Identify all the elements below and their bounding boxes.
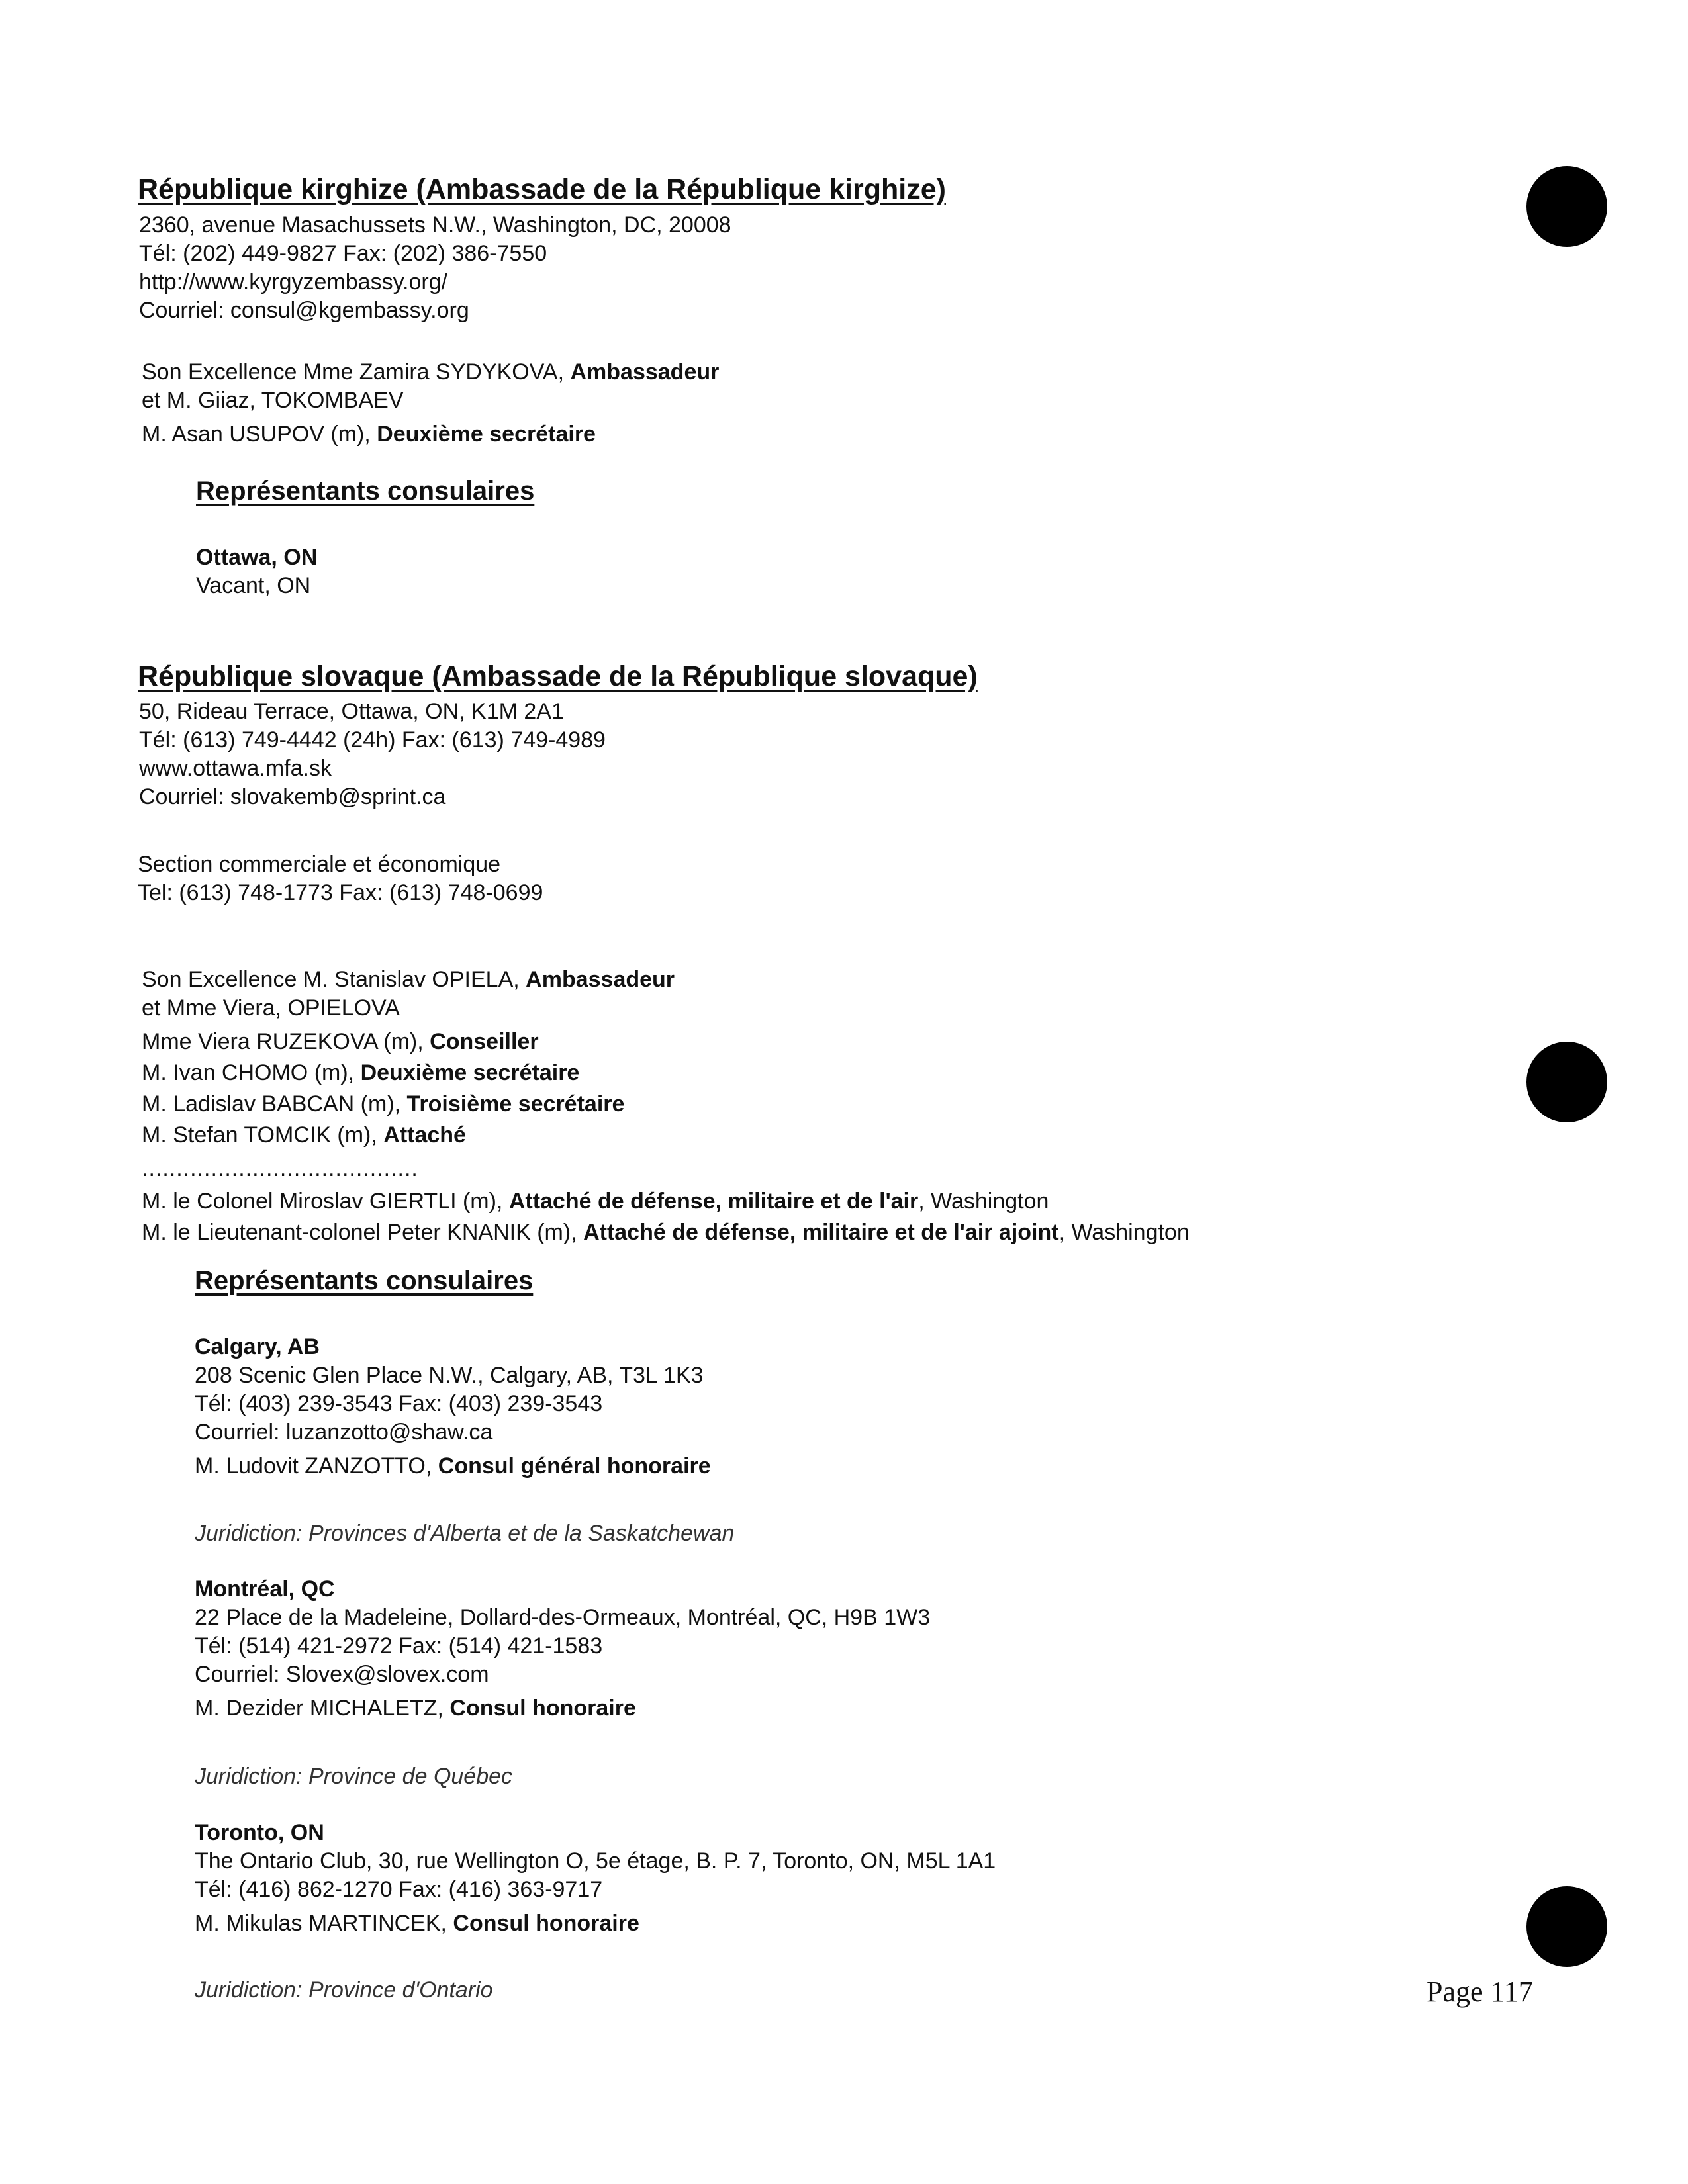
consulate-email: Courriel: Slovex@slovex.com — [195, 1662, 489, 1687]
consulate-person: M. Dezider MICHALETZ, Consul honoraire — [195, 1696, 636, 1721]
section-phone: Tel: (613) 748-1773 Fax: (613) 748-0699 — [138, 880, 543, 905]
kirghize-heading: République kirghize (Ambassade de la République kirghize) — [138, 173, 946, 205]
kirghize-consular-heading: Représentants consulaires — [196, 477, 535, 506]
consulate-address: The Ontario Club, 30, rue Wellington O, 5e étage, B. P. 7, Toronto, ON, M5L 1A1 — [195, 1848, 996, 1874]
punch-hole-bottom — [1526, 1886, 1607, 1967]
punch-hole-top — [1526, 166, 1607, 247]
consulate-address: 208 Scenic Glen Place N.W., Calgary, AB, T3L 1K3 — [195, 1363, 704, 1388]
staff-line: M. Ivan CHOMO (m), Deuxième secrétaire — [142, 1060, 580, 1085]
page-number: Page 117 — [1427, 1976, 1533, 2008]
punch-hole-middle — [1526, 1042, 1607, 1122]
slovaque-phone: Tél: (613) 749-4442 (24h) Fax: (613) 749-4989 — [139, 727, 606, 752]
slovaque-web: www.ottawa.mfa.sk — [139, 756, 332, 781]
staff-line: M. Asan USUPOV (m), Deuxième secrétaire — [142, 422, 596, 447]
kirghize-contact — [139, 211, 731, 325]
section-title: Section commerciale et économique — [138, 852, 501, 877]
kirghize-staff — [142, 358, 719, 449]
staff-line: Son Excellence M. Stanislav OPIELA, Ambassadeur — [142, 967, 675, 992]
consulate-email: Courriel: luzanzotto@shaw.ca — [195, 1420, 493, 1445]
slovaque-contact — [139, 698, 606, 811]
slovaque-consular-heading: Représentants consulaires — [195, 1266, 534, 1295]
staff-line: Son Excellence Mme Zamira SYDYKOVA, Ambassadeur — [142, 359, 720, 385]
defense-line: M. le Colonel Miroslav GIERTLI (m), Attaché de défense, militaire et de l'air, Washington — [142, 1189, 1049, 1214]
consulate-city: Toronto, ON — [195, 1820, 324, 1845]
kirghize-address: 2360, avenue Masachussets N.W., Washington, DC, 20008 — [139, 212, 731, 238]
staff-line: M. Ladislav BABCAN (m), Troisième secrétaire — [142, 1091, 625, 1116]
consulate-montreal — [195, 1575, 930, 1723]
consulate-status: Vacant, ON — [196, 573, 311, 598]
slovaque-address: 50, Rideau Terrace, Ottawa, ON, K1M 2A1 — [139, 699, 564, 724]
staff-line: Mme Viera RUZEKOVA (m), Conseiller — [142, 1029, 539, 1054]
consulate-city: Montréal, QC — [195, 1576, 335, 1602]
staff-line: et Mme Viera, OPIELOVA — [142, 995, 400, 1021]
kirghize-email: Courriel: consul@kgembassy.org — [139, 298, 469, 323]
consulate-person: M. Mikulas MARTINCEK, Consul honoraire — [195, 1911, 639, 1936]
kirghize-web: http://www.kyrgyzembassy.org/ — [139, 269, 448, 295]
kirghize-consular — [196, 543, 317, 600]
consulate-phone: Tél: (416) 862-1270 Fax: (416) 363-9717 — [195, 1877, 603, 1902]
slovaque-commercial-section — [138, 850, 543, 907]
defense-line: M. le Lieutenant-colonel Peter KNANIK (m), Attaché de défense, militaire et de l'air ajoint, Washington — [142, 1220, 1190, 1245]
separator-dots: ........................................ — [142, 1156, 418, 1181]
slovaque-email: Courriel: slovakemb@sprint.ca — [139, 784, 446, 809]
consulate-jurisdiction: Juridiction: Province de Québec — [195, 1764, 513, 1789]
consulate-person: M. Ludovit ZANZOTTO, Consul général honoraire — [195, 1453, 711, 1479]
consulate-address: 22 Place de la Madeleine, Dollard-des-Ormeaux, Montréal, QC, H9B 1W3 — [195, 1605, 931, 1630]
consulate-toronto — [195, 1819, 996, 1938]
consulate-city: Ottawa, ON — [196, 545, 318, 570]
staff-line: et M. Giiaz, TOKOMBAEV — [142, 388, 404, 413]
slovaque-heading: République slovaque (Ambassade de la République slovaque) — [138, 660, 978, 692]
staff-line: M. Stefan TOMCIK (m), Attaché — [142, 1122, 466, 1148]
slovaque-staff — [142, 966, 1190, 1247]
consulate-phone: Tél: (403) 239-3543 Fax: (403) 239-3543 — [195, 1391, 603, 1416]
consulate-jurisdiction: Juridiction: Province d'Ontario — [195, 1978, 493, 2003]
consulate-jurisdiction: Juridiction: Provinces d'Alberta et de la Saskatchewan — [195, 1521, 735, 1546]
kirghize-phone: Tél: (202) 449-9827 Fax: (202) 386-7550 — [139, 241, 547, 266]
consulate-phone: Tél: (514) 421-2972 Fax: (514) 421-1583 — [195, 1633, 603, 1659]
consulate-city: Calgary, AB — [195, 1334, 320, 1359]
consulate-calgary — [195, 1333, 711, 1480]
